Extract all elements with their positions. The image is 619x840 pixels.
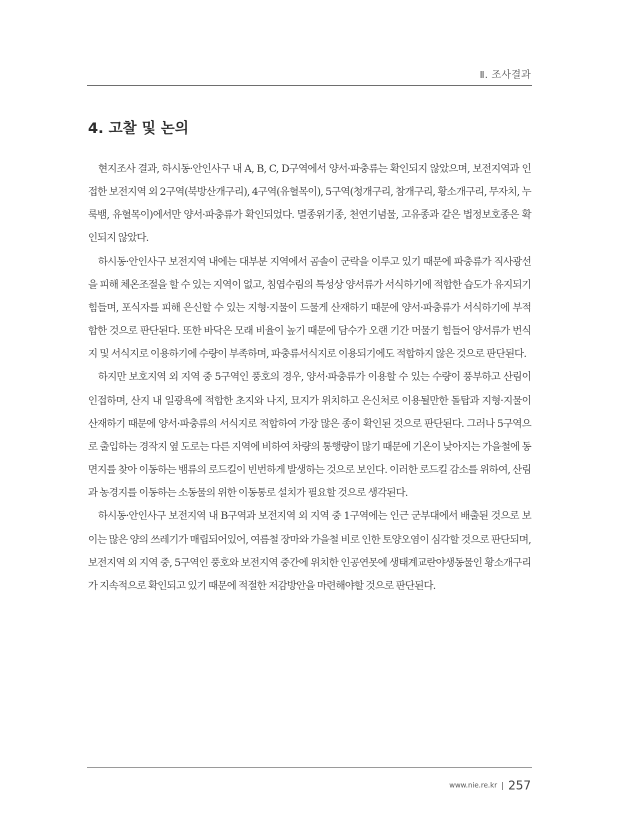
page-number: 257 — [508, 778, 531, 793]
running-header: Ⅱ. 조사결과 — [479, 70, 531, 81]
footer-rule — [87, 767, 532, 768]
footer-url[interactable]: www.nie.re.kr — [449, 781, 498, 790]
paragraph-1: 현지조사 결과, 하시동·안인사구 내 A, B, C, D구역에서 양서·파충류는 확인되지 않았으며, 보전지역과 인접한 보전지역 외 2구역(북방산개구리), 4구역(유혈목이), 5구역(청개구리, 참개구리, 황소개구리, 무자치, 누룩뱀, 유혈목이)에서만 양서·파충류가 확인되었다. 멸종위기종, 천연기념물, 고유종과 같은 법정보호종은 확인되지 않았다. — [88, 164, 531, 245]
header-rule — [87, 85, 532, 86]
paragraph-3: 하지만 보호지역 외 지역 중 5구역인 풍호의 경우, 양서·파충류가 이용할 수 있는 수량이 풍부하고 산림이 인접하며, 산지 내 일광욕에 적합한 초지와 나지, 묘지가 위치하고 은신처로 이용될만한 돌탑과 지형·지물이 산재하기 때문에 양서·파충류의 서식지로 적합하여 가장 많은 종이 확인된 것으로 판단된다. 그러나 5구역으로 출입하는 경작지 옆 도로는 다른 지역에 비하여 차량의 통행량이 많기 때문에 기온이 낮아지는 가을철에 동면지를 찾아 이동하는 뱀류의 로드킬이 빈번하게 발생하는 것으로 보인다. 이러한 로드킬 감소를 위하여, 산림과 농경지를 이동하는 소동물의 위한 이동통로 설치가 필요할 것으로 생각된다. — [88, 372, 531, 500]
page-footer — [449, 775, 531, 794]
paragraph-4: 하시동·안인사구 보전지역 내 B구역과 보전지역 외 지역 중 1구역에는 인근 군부대에서 배출된 것으로 보이는 많은 양의 쓰레기가 매립되어있어, 여름철 장마와 가을철 비로 인한 토양오염이 심각할 것으로 판단되며, 보전지역 외 지역 중, 5구역인 풍호와 보전지역 중간에 위치한 인공연못에 생태계교란야생동물인 황소개구리가 지속적으로 확인되고 있기 때문에 적절한 저감방안을 마련해야할 것으로 판단된다. — [88, 511, 531, 592]
body-text — [88, 158, 531, 598]
paragraph-2: 하시동·안인사구 보전지역 내에는 대부분 지역에서 곰솔이 군락을 이루고 있기 때문에 파충류가 직사광선을 피해 체온조절을 할 수 있는 지역이 없고, 침엽수림의 특성상 양서류가 서식하기에 적합한 습도가 유지되기 힘들며, 포식자를 피해 은신할 수 있는 지형·지물이 드물게 산재하기 때문에 양서·파충류가 서식하기에 부적합한 것으로 판단된다. 또한 바닥은 모래 비율이 높기 때문에 담수가 오랜 기간 머물기 힘들어 양서류가 번식지 및 서식지로 이용하기에 수량이 부족하며, 파충류서식지로 이용되기에도 적합하지 않은 것으로 판단된다. — [88, 256, 531, 361]
section-title: 4. 고찰 및 논의 — [88, 121, 189, 137]
footer-divider — [502, 782, 503, 790]
